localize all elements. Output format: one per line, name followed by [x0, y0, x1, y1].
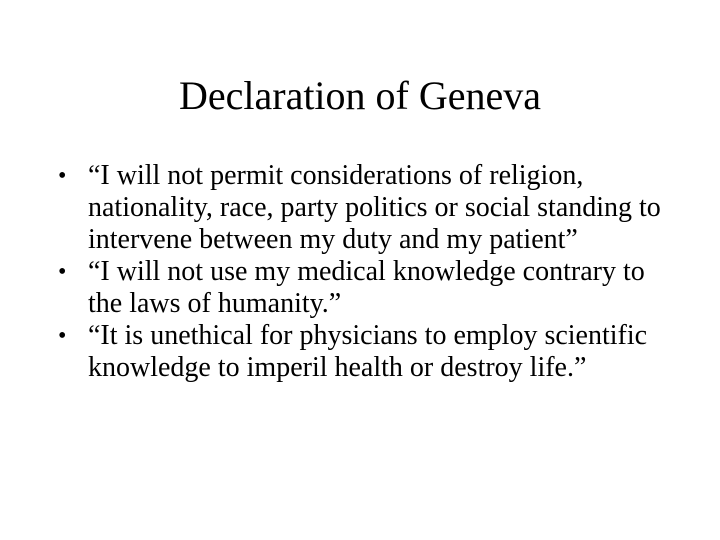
bullet-text: “It is unethical for physicians to employ scientific knowledge to imperil health or destroy life.”	[88, 320, 648, 383]
bullet-text: “I will not use my medical knowledge contrary to the laws of humanity.”	[88, 256, 645, 319]
slide-title: Declaration of Geneva	[178, 73, 542, 118]
bullet-icon: •	[58, 259, 67, 285]
list-item	[58, 320, 678, 384]
bullet-list	[58, 160, 678, 384]
bullet-icon: •	[58, 323, 67, 349]
list-item	[58, 256, 678, 320]
bullet-icon: •	[58, 163, 67, 189]
list-item	[58, 160, 678, 256]
bullet-text: “I will not permit considerations of religion, nationality, race, party politics or social standing to intervene between my duty and my patient”	[88, 160, 661, 255]
